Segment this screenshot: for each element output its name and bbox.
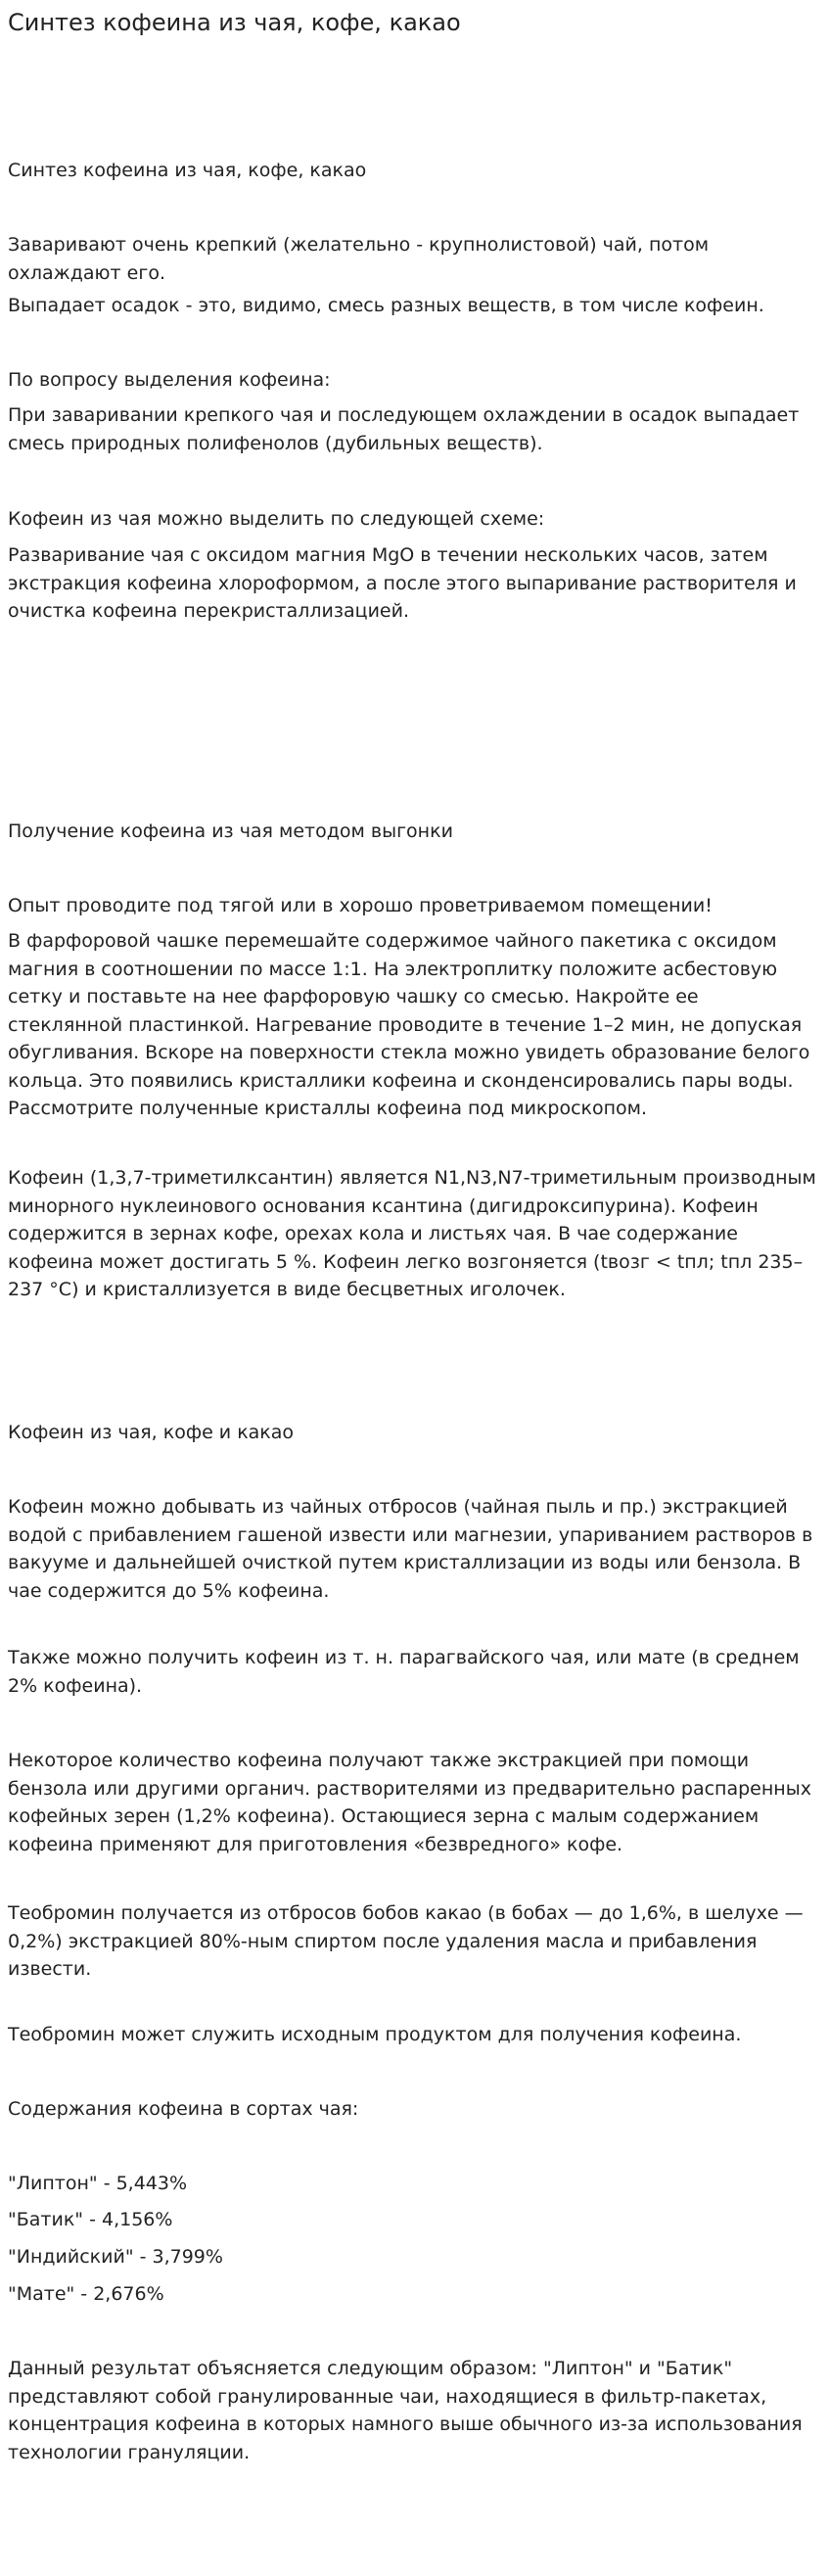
list-item-mate: "Мате" - 2,676%: [8, 2283, 164, 2305]
list-item-batik: "Батик" - 4,156%: [8, 2209, 173, 2230]
paragraph-tea-waste: Кофеин можно добывать из чайных отбросов (чайная пыль и пр.) экстракцией водой с прибавлением гашеной извести или магнезии, упариванием растворов в вакууме и дальнейшей очисткой путем кристаллизации из воды или бензола. В чае содержится до 5% кофеина.: [8, 1496, 813, 1602]
article-heading: Синтез кофеина из чая, кофе, какао: [8, 160, 367, 181]
section-heading-tea-coffee-cocoa: Кофеин из чая, кофе и какао: [8, 1422, 295, 1443]
paragraph-theobromine: Теобромин получается из отбросов бобов какао (в бобах — до 1,6%, в шелухе — 0,2%) экстракцией 80%-ным спиртом после удаления масла и прибавления извести.: [8, 1902, 804, 1980]
paragraph-brewing: Заваривают очень крепкий (желательно - крупнолистовой) чай, потом охлаждают его.: [8, 234, 710, 284]
paragraph-sediment: Выпадает осадок - это, видимо, смесь разных веществ, в том числе кофеин.: [8, 295, 764, 316]
paragraph-scheme-intro: Кофеин из чая можно выделить по следующей схеме:: [8, 508, 545, 530]
list-heading-tea-varieties: Содержания кофеина в сортах чая:: [8, 2098, 359, 2120]
paragraph-procedure: В фарфоровой чашке перемешайте содержимое чайного пакетика с оксидом магния в соотношении по массе 1:1. На электроплитку положите асбестовую сетку и поставьте на нее фарфоровую чашку со смесью. Накройте ее стеклянной пластинкой. Нагревание проводите в течение 1–2 мин, не допуская обугливания. Вскоре на поверхности стекла можно увидеть образование белого кольца. Это появились кристаллики кофеина и сконденсировались пары воды. Рассмотрите полученные кристаллы кофеина под микроскопом.: [8, 930, 810, 1119]
paragraph-caffeine-description: Кофеин (1,3,7-триметилксантин) является N1,N3,N7-триметильным производным минорного нуклеинового основания ксантина (дигидроксипурина). Кофеин содержится в зернах кофе, орехах кола и листьях чая. В чае содержание кофеина может достигать 5 %. Кофеин легко возгоняется (tвозг < tпл; tпл 235–237 °С) и кристаллизуется в виде бесцветных иголочек.: [8, 1167, 816, 1300]
section-heading-sublimation: Получение кофеина из чая методом выгонки: [8, 820, 453, 842]
paragraph-coffee-beans: Некоторое количество кофеина получают также экстракцией при помощи бензола или другими органич. растворителями из предварительно распаренных кофейных зерен (1,2% кофеина). Остающиеся зерна с малым содержанием кофеина применяют для приготовления «безвредного» кофе.: [8, 1750, 811, 1855]
page-title: Синтез кофеина из чая, кофе, какао: [8, 9, 461, 36]
paragraph-theobromine-use: Теобромин может служить исходным продуктом для получения кофеина.: [8, 2024, 742, 2045]
paragraph-safety-note: Опыт проводите под тягой или в хорошо проветриваемом помещении!: [8, 895, 713, 916]
paragraph-extraction-question: По вопросу выделения кофеина:: [8, 369, 331, 391]
paragraph-polyphenols: При заваривании крепкого чая и последующем охлаждении в осадок выпадает смесь природных полифенолов (дубильных веществ).: [8, 404, 800, 454]
paragraph-scheme: Разваривание чая с оксидом магния MgO в течении нескольких часов, затем экстракция кофеина хлороформом, а после этого выпаривание растворителя и очистка кофеина перекристаллизацией.: [8, 544, 797, 622]
paragraph-conclusion: Данный результат объясняется следующим образом: "Липтон" и "Батик" представляют собой гранулированные чаи, находящиеся в фильтр-пакетах, концентрация кофеина в которых намного выше обычного из-за использования технологии грануляции.: [8, 2358, 803, 2463]
list-item-indian: "Индийский" - 3,799%: [8, 2246, 223, 2268]
list-item-lipton: "Липтон" - 5,443%: [8, 2173, 188, 2194]
paragraph-mate: Также можно получить кофеин из т. н. парагвайского чая, или мате (в среднем 2% кофеина).: [8, 1647, 800, 1697]
